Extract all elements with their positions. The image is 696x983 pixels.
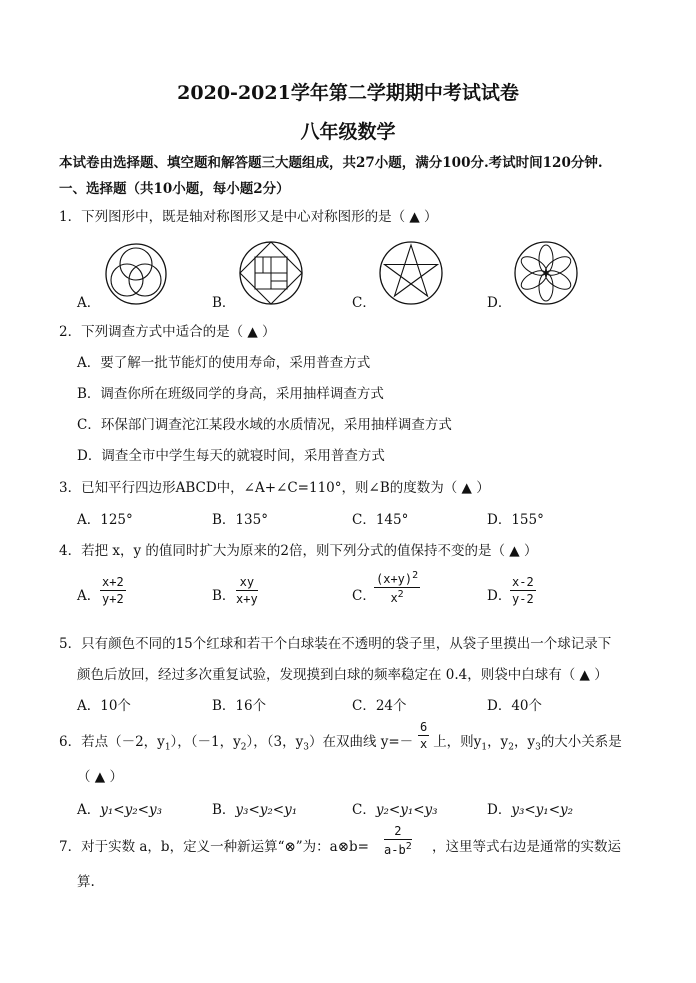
- q4-option-b-label: B．: [212, 588, 236, 604]
- question-6-stem: 6．若点（－2，$y_1$），（－1，$y_2$），（3，$y_3$）在双曲线 y=－ 上，则$y_1$，$y_2$，$y_3$的大小关系是: [59, 734, 622, 753]
- q4-option-a-label: A．: [77, 588, 101, 604]
- question-2-stem: 2．下列调查方式中适合的是（ ▲ ）: [59, 324, 276, 340]
- figure-square-pinwheel: [238, 240, 304, 306]
- question-5-stem-line2: 颜色后放回，经过多次重复试验，发现摸到白球的频率稳定在 0.4，则袋中白球有（ ▲ ）: [77, 667, 608, 683]
- q3-option-a: A．125°: [77, 512, 133, 528]
- q4-option-b-fraction: [236, 575, 258, 606]
- q4-option-a-fraction: [100, 575, 126, 606]
- q6-option-c: C．y₂<y₁<y₃: [352, 802, 438, 818]
- fraction-denominator: a-b: [384, 843, 406, 857]
- q6-option-d: D．y₃<y₁<y₂: [487, 802, 574, 818]
- q7-fraction: [384, 824, 412, 857]
- fraction-numerator: 2: [384, 824, 412, 840]
- q5-option-b: B．16个: [212, 698, 267, 714]
- fraction-denominator: x: [390, 591, 398, 605]
- q4-option-d-label: D．: [487, 588, 512, 604]
- q2-option-d: D．调查全市中学生每天的就寝时间，采用普查方式: [77, 448, 385, 464]
- fraction-numerator: x-2: [512, 575, 534, 589]
- page-subtitle: 八年级数学: [300, 121, 396, 143]
- fraction-denominator: x+y: [236, 592, 258, 606]
- q1-option-d: D．: [487, 295, 512, 311]
- q3-option-b: B．135°: [212, 512, 268, 528]
- fraction-den-exponent: 2: [405, 841, 412, 852]
- question-7-stem-line2: 算.: [77, 874, 95, 890]
- q4-option-c-fraction: [374, 570, 420, 605]
- figure-three-circles: [104, 242, 168, 306]
- question-1-stem: 1．下列图形中，既是轴对称图形又是中心对称图形的是（ ▲ ）: [59, 209, 438, 225]
- q3-option-c: C．145°: [352, 512, 409, 528]
- q3-option-d: D．155°: [487, 512, 544, 528]
- question-7-stem-part1: 7．对于实数 a，b，定义一种新运算“⊗”为：a⊗b=: [59, 839, 369, 855]
- q5-option-c: C．24个: [352, 698, 407, 714]
- q2-option-b: B．调查你所在班级同学的身高，采用抽样调查方式: [77, 386, 384, 402]
- q5-option-d: D．40个: [487, 698, 543, 714]
- q1-option-c: C．: [352, 295, 376, 311]
- q6-fraction: [418, 720, 429, 751]
- q1-option-a: A．: [77, 295, 101, 311]
- fraction-denominator: y-2: [512, 592, 534, 606]
- q6-option-b: B．y₃<y₂<y₁: [212, 802, 298, 818]
- fraction-denominator: x: [420, 737, 428, 751]
- question-6-stem-line2: （ ▲ ）: [77, 769, 123, 785]
- q6-option-a: A．y₁<y₂<y₃: [77, 802, 162, 818]
- fraction-numerator: (x+y): [376, 572, 413, 586]
- fraction-exponent: 2: [412, 570, 419, 581]
- fraction-den-exponent: 2: [397, 589, 404, 600]
- question-4-stem: 4．若把 x，y 的值同时扩大为原来的2倍，则下列分式的值保持不变的是（ ▲ ）: [59, 543, 538, 559]
- fraction-numerator: xy: [236, 575, 258, 591]
- question-3-stem: 3．已知平行四边形ABCD中，∠A+∠C=110°，则∠B的度数为（ ▲ ）: [59, 480, 490, 496]
- q2-option-a: A．要了解一批节能灯的使用寿命，采用普查方式: [77, 355, 371, 371]
- q4-option-d-fraction: [510, 575, 536, 606]
- fraction-numerator: x+2: [102, 575, 124, 589]
- figure-pentagram-circle: [378, 240, 444, 306]
- question-7-stem-part2: ，这里等式右边是通常的实数运: [432, 839, 621, 855]
- question-5-stem-line1: 5．只有颜色不同的15个红球和若干个白球装在不透明的袋子里，从袋子里摸出一个球记录下: [59, 636, 612, 652]
- figure-six-petal-flower: [513, 240, 579, 306]
- q2-option-c: C．环保部门调查沱江某段水域的水质情况，采用抽样调查方式: [77, 417, 452, 433]
- fraction-denominator: y+2: [102, 592, 124, 606]
- section-heading: 一、选择题（共10小题，每小题2分）: [59, 181, 290, 197]
- q1-option-b: B．: [212, 295, 236, 311]
- q4-option-c-label: C．: [352, 588, 376, 604]
- fraction-numerator: 6: [420, 720, 428, 734]
- exam-intro: 本试卷由选择题、填空题和解答题三大题组成，共27小题，满分100分.考试时间120分钟.: [59, 155, 603, 171]
- q5-option-a: A．10个: [77, 698, 131, 714]
- page-title: 2020-2021学年第二学期期中考试试卷: [177, 82, 519, 104]
